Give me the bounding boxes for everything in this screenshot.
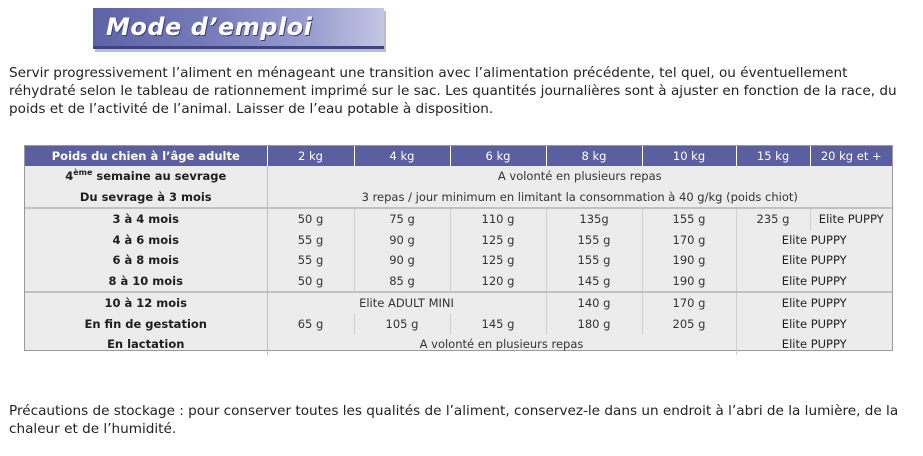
header-weight-6kg: 6 kg bbox=[450, 146, 546, 166]
table-row bbox=[25, 208, 892, 230]
row-label: 3 à 4 mois bbox=[25, 208, 267, 230]
cell-value: 65 g bbox=[267, 314, 354, 335]
cell-value: 135g bbox=[546, 208, 642, 230]
header-corner: Poids du chien à l’âge adulte bbox=[25, 146, 267, 166]
cell-value: 180 g bbox=[546, 314, 642, 335]
header-weight-2kg: 2 kg bbox=[267, 146, 354, 166]
row-label: Du sevrage à 3 mois bbox=[25, 187, 267, 209]
page-title: Mode d’emploi bbox=[106, 13, 313, 41]
row-label: 4ème semaine au sevrage bbox=[25, 166, 267, 187]
cell-product-adult: Elite ADULT MINI bbox=[267, 292, 546, 314]
header-weight-4kg: 4 kg bbox=[354, 146, 450, 166]
cell-value: 170 g bbox=[642, 230, 736, 251]
cell-value: 145 g bbox=[450, 314, 546, 335]
cell-value: 125 g bbox=[450, 230, 546, 251]
intro-paragraph: Servir progressivement l’aliment en ménageant une transition avec l’alimentation précédente, tel quel, ou éventuellement réhydraté selon le tableau de rationnement imprimé sur le sac. Les quantités journalières sont à ajuster en fonction de la race, du poids et de l’activité de l’animal. Laisser de l’eau potable à disposition. bbox=[9, 65, 897, 117]
title-banner bbox=[93, 8, 384, 49]
cell-value: 55 g bbox=[267, 230, 354, 251]
cell-product: Elite PUPPY bbox=[810, 208, 892, 230]
table-row bbox=[25, 314, 892, 335]
cell-product: Elite PUPPY bbox=[736, 271, 892, 293]
cell-value: 205 g bbox=[642, 314, 736, 335]
ration-table bbox=[25, 146, 892, 355]
row-value: 3 repas / jour minimum en limitant la consommation à 40 g/kg (poids chiot) bbox=[267, 187, 892, 209]
table-row bbox=[25, 166, 892, 187]
cell-value: 140 g bbox=[546, 292, 642, 314]
cell-value: 85 g bbox=[354, 271, 450, 293]
cell-value: 50 g bbox=[267, 208, 354, 230]
cell-value: 155 g bbox=[642, 208, 736, 230]
cell-value: 50 g bbox=[267, 271, 354, 293]
cell-value: 105 g bbox=[354, 314, 450, 335]
header-weight-15kg: 15 kg bbox=[736, 146, 810, 166]
cell-value: 235 g bbox=[736, 208, 810, 230]
table-row bbox=[25, 230, 892, 251]
cell-value: 190 g bbox=[642, 250, 736, 271]
header-weight-10kg: 10 kg bbox=[642, 146, 736, 166]
row-label: 6 à 8 mois bbox=[25, 250, 267, 271]
table-row bbox=[25, 292, 892, 314]
cell-product: Elite PUPPY bbox=[736, 250, 892, 271]
cell-value: 90 g bbox=[354, 230, 450, 251]
cell-value: 145 g bbox=[546, 271, 642, 293]
table-row bbox=[25, 187, 892, 209]
cell-value: 155 g bbox=[546, 250, 642, 271]
storage-note: Précautions de stockage : pour conserver toutes les qualités de l’aliment, conservez-le dans un endroit à l’abri de la lumière, de la chaleur et de l’humidité. bbox=[9, 403, 899, 437]
row-label: 10 à 12 mois bbox=[25, 292, 267, 314]
cell-value: 110 g bbox=[450, 208, 546, 230]
row-value: A volonté en plusieurs repas bbox=[267, 166, 892, 187]
row-label: En lactation bbox=[25, 334, 267, 355]
table-row bbox=[25, 271, 892, 293]
row-label: 4 à 6 mois bbox=[25, 230, 267, 251]
header-weight-8kg: 8 kg bbox=[546, 146, 642, 166]
row-value: A volonté en plusieurs repas bbox=[267, 334, 736, 355]
row-label: 8 à 10 mois bbox=[25, 271, 267, 293]
cell-value: 170 g bbox=[642, 292, 736, 314]
header-weight-20kg-plus: 20 kg et + bbox=[810, 146, 892, 166]
table-row bbox=[25, 334, 892, 355]
cell-product: Elite PUPPY bbox=[736, 334, 892, 355]
cell-value: 155 g bbox=[546, 230, 642, 251]
row-label: En fin de gestation bbox=[25, 314, 267, 335]
cell-value: 90 g bbox=[354, 250, 450, 271]
table-row bbox=[25, 250, 892, 271]
cell-value: 120 g bbox=[450, 271, 546, 293]
cell-value: 190 g bbox=[642, 271, 736, 293]
cell-value: 55 g bbox=[267, 250, 354, 271]
cell-product: Elite PUPPY bbox=[736, 230, 892, 251]
feeding-table bbox=[24, 145, 893, 351]
cell-value: 75 g bbox=[354, 208, 450, 230]
cell-value: 125 g bbox=[450, 250, 546, 271]
table-header-row bbox=[25, 146, 892, 166]
cell-product: Elite PUPPY bbox=[736, 292, 892, 314]
cell-product: Elite PUPPY bbox=[736, 314, 892, 335]
